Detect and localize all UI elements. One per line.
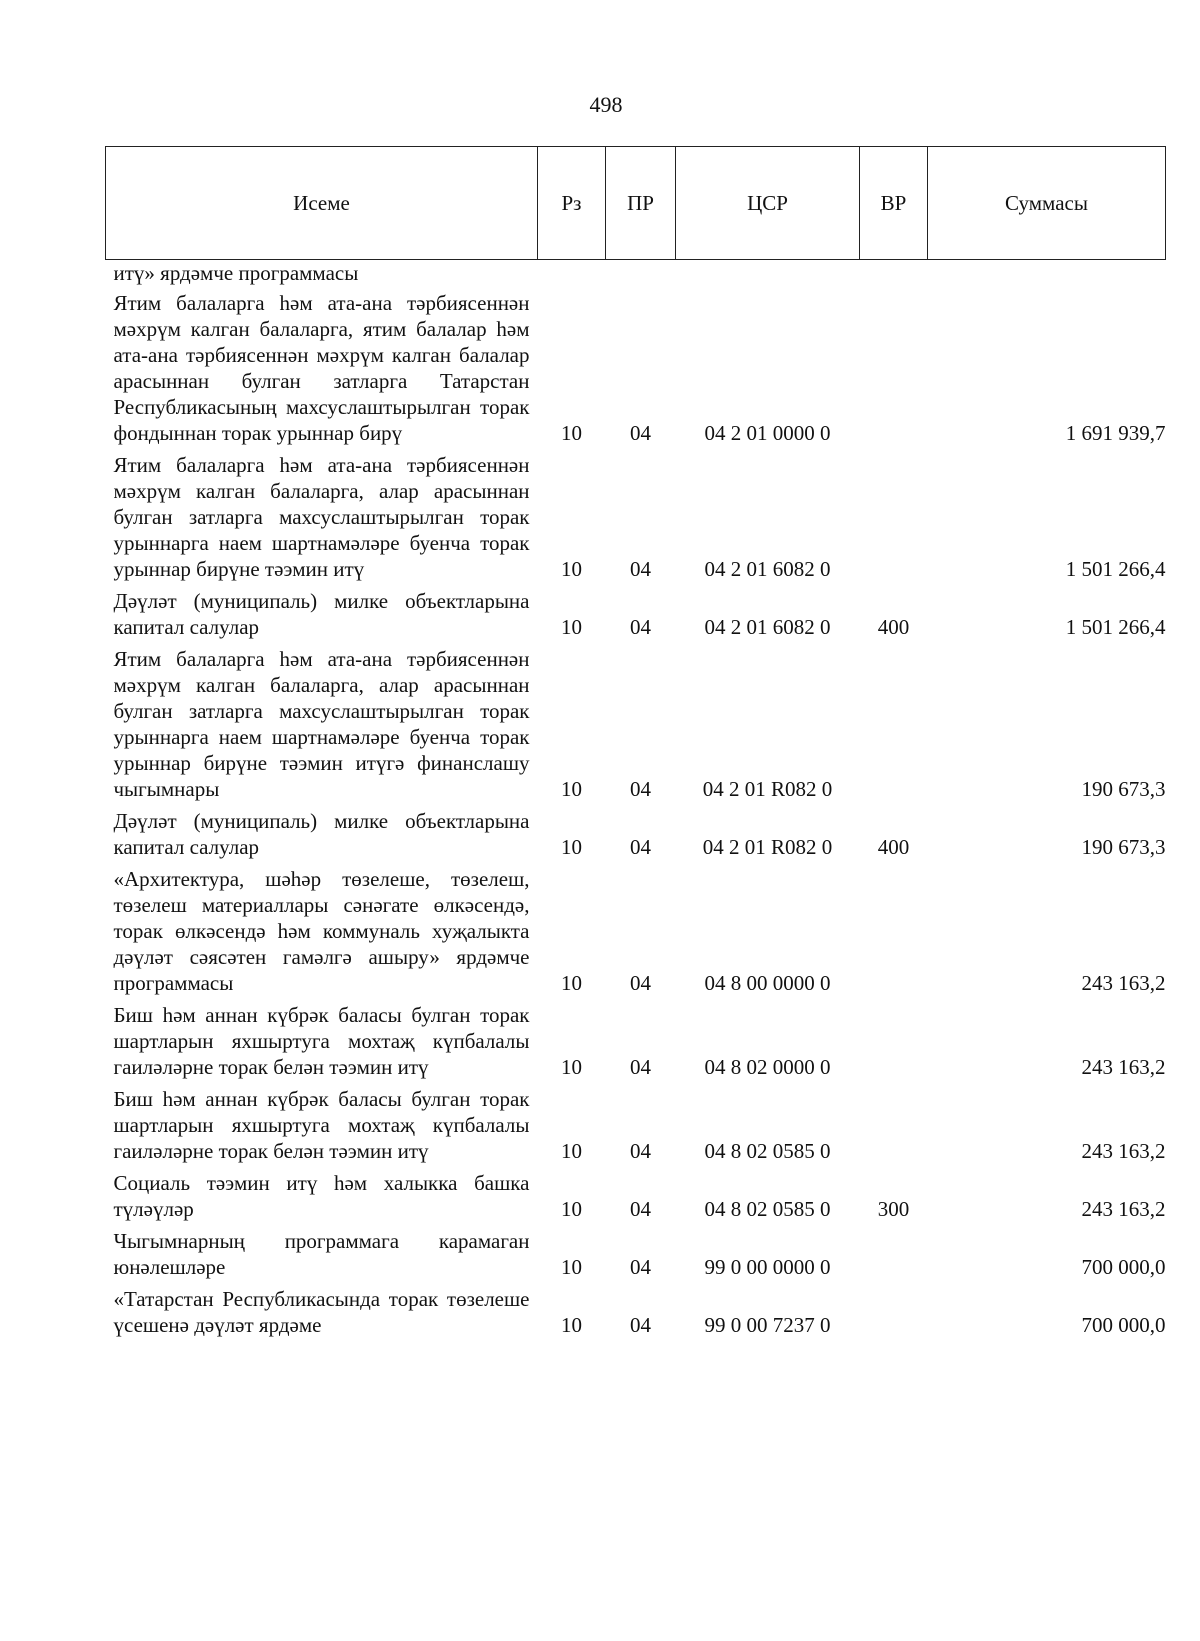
row-name: Биш һәм аннан күбрәк баласы булган торак шартларын яхшыртуга мохтаҗ күпбалалы гаиләләрне торак белән тәэмин итү: [113, 1087, 530, 1163]
row-rz: 10: [561, 615, 582, 639]
row-vr: 400: [877, 835, 910, 859]
row-vr: [860, 646, 928, 808]
header-pr: ПР: [606, 147, 676, 260]
row-name: Биш һәм аннан күбрәк баласы булган торак шартларын яхшыртуга мохтаҗ күпбалалы гаиләләрне торак белән тәэмин итү: [113, 1003, 530, 1079]
row-name: Дәүләт (муниципаль) милке объектларына капитал салулар: [113, 589, 530, 639]
row-vr: [860, 290, 928, 452]
table-body: [106, 260, 1166, 1345]
row-csr: 04 8 02 0585 0: [704, 1139, 831, 1163]
row-vr: [860, 1002, 928, 1086]
row-rz: 10: [561, 971, 582, 995]
continuation-row: [106, 260, 1166, 291]
row-rz: 10: [561, 1139, 582, 1163]
page-number: 498: [589, 92, 623, 117]
row-sum: 243 163,2: [1081, 1197, 1166, 1221]
table-row: [106, 290, 1166, 452]
row-sum: 1 691 939,7: [1065, 421, 1166, 445]
table-row: [106, 1086, 1166, 1170]
row-pr: 04: [630, 1313, 651, 1337]
row-csr: 04 2 01 R082 0: [702, 777, 833, 801]
table-row: [106, 1228, 1166, 1286]
row-sum: 700 000,0: [1081, 1255, 1166, 1279]
row-csr: 99 0 00 0000 0: [704, 1255, 831, 1279]
row-pr: 04: [630, 421, 651, 445]
row-sum: 243 163,2: [1081, 1139, 1166, 1163]
row-csr: 04 2 01 6082 0: [704, 615, 831, 639]
row-name: Чыгымнарның программага карамаган юнәлешләре: [113, 1229, 530, 1279]
continuation-text: итү» ярдәмче программасы: [113, 261, 359, 285]
row-csr: 04 8 02 0000 0: [704, 1055, 831, 1079]
row-csr: 04 8 00 0000 0: [704, 971, 831, 995]
row-vr: 300: [877, 1197, 910, 1221]
row-name: Дәүләт (муниципаль) милке объектларына капитал салулар: [113, 809, 530, 859]
row-pr: 04: [630, 615, 651, 639]
table-row: [106, 1002, 1166, 1086]
row-csr: 04 2 01 0000 0: [704, 421, 831, 445]
header-name: Исеме: [106, 147, 538, 260]
table-row: [106, 1170, 1166, 1228]
row-vr: [860, 1286, 928, 1344]
row-vr: [860, 1086, 928, 1170]
row-name: Социаль тәэмин итү һәм халыкка башка түләүләр: [113, 1171, 530, 1221]
row-name: «Татарстан Республикасында торак төзелеше үсешенә дәүләт ярдәме: [113, 1287, 530, 1337]
row-name: Ятим балаларга һәм ата-ана тәрбиясеннән мәхрүм калган балаларга, алар арасыннан булган затларга махсуслаштырылган торак урыннарга наем шартнамәләре буенча торак урыннар бирүне тәэмин итү: [113, 453, 530, 581]
row-name: Ятим балаларга һәм ата-ана тәрбиясеннән мәхрүм калган балаларга, алар арасыннан булган затларга махсуслаштырылган торак урыннарга наем шартнамәләре буенча торак урыннар бирүне тәэмин итүгә финанслашу чыгымнары: [113, 647, 530, 801]
row-rz: 10: [561, 1197, 582, 1221]
header-sum: Суммасы: [928, 147, 1166, 260]
header-vr: ВР: [860, 147, 928, 260]
row-csr: 04 2 01 6082 0: [704, 557, 831, 581]
budget-table: [105, 146, 1166, 1344]
row-rz: 10: [561, 1255, 582, 1279]
table-row: [106, 808, 1166, 866]
table-row: [106, 452, 1166, 588]
row-pr: 04: [630, 971, 651, 995]
table-row: [106, 866, 1166, 1002]
row-pr: 04: [630, 557, 651, 581]
row-rz: 10: [561, 835, 582, 859]
row-pr: 04: [630, 1055, 651, 1079]
row-rz: 10: [561, 557, 582, 581]
row-pr: 04: [630, 1139, 651, 1163]
row-pr: 04: [630, 1197, 651, 1221]
row-csr: 04 2 01 R082 0: [702, 835, 833, 859]
row-rz: 10: [561, 1055, 582, 1079]
row-vr: 400: [877, 615, 910, 639]
row-sum: 243 163,2: [1081, 1055, 1166, 1079]
row-csr: 04 8 02 0585 0: [704, 1197, 831, 1221]
row-pr: 04: [630, 835, 651, 859]
row-rz: 10: [561, 421, 582, 445]
row-sum: 1 501 266,4: [1065, 615, 1166, 639]
row-csr: 99 0 00 7237 0: [704, 1313, 831, 1337]
table-row: [106, 646, 1166, 808]
row-sum: 190 673,3: [1081, 777, 1166, 801]
table-header: [106, 147, 1166, 260]
row-vr: [860, 452, 928, 588]
row-name: Ятим балаларга һәм ата-ана тәрбиясеннән мәхрүм калган балаларга, ятим балалар һәм ата-ана тәрбиясеннән мәхрүм калган балалар арасыннан булган затларга Татарстан Республикасының махсуслаштырылган торак фондыннан торак урыннар бирү: [113, 291, 530, 445]
row-pr: 04: [630, 1255, 651, 1279]
row-vr: [860, 1228, 928, 1286]
row-sum: 190 673,3: [1081, 835, 1166, 859]
header-rz: Рз: [538, 147, 606, 260]
row-pr: 04: [630, 777, 651, 801]
row-vr: [860, 866, 928, 1002]
header-csr: ЦСР: [676, 147, 860, 260]
table-row: [106, 588, 1166, 646]
row-sum: 1 501 266,4: [1065, 557, 1166, 581]
table-row: [106, 1286, 1166, 1344]
row-name: «Архитектура, шәһәр төзелеше, төзелеш, төзелеш материаллары сәнәгате өлкәсендә, торак өлкәсендә һәм коммуналь хуҗалыкта дәүләт сәясәтен гамәлгә ашыру» ярдәмче программасы: [113, 867, 530, 995]
row-rz: 10: [561, 1313, 582, 1337]
row-sum: 243 163,2: [1081, 971, 1166, 995]
row-rz: 10: [561, 777, 582, 801]
row-sum: 700 000,0: [1081, 1313, 1166, 1337]
